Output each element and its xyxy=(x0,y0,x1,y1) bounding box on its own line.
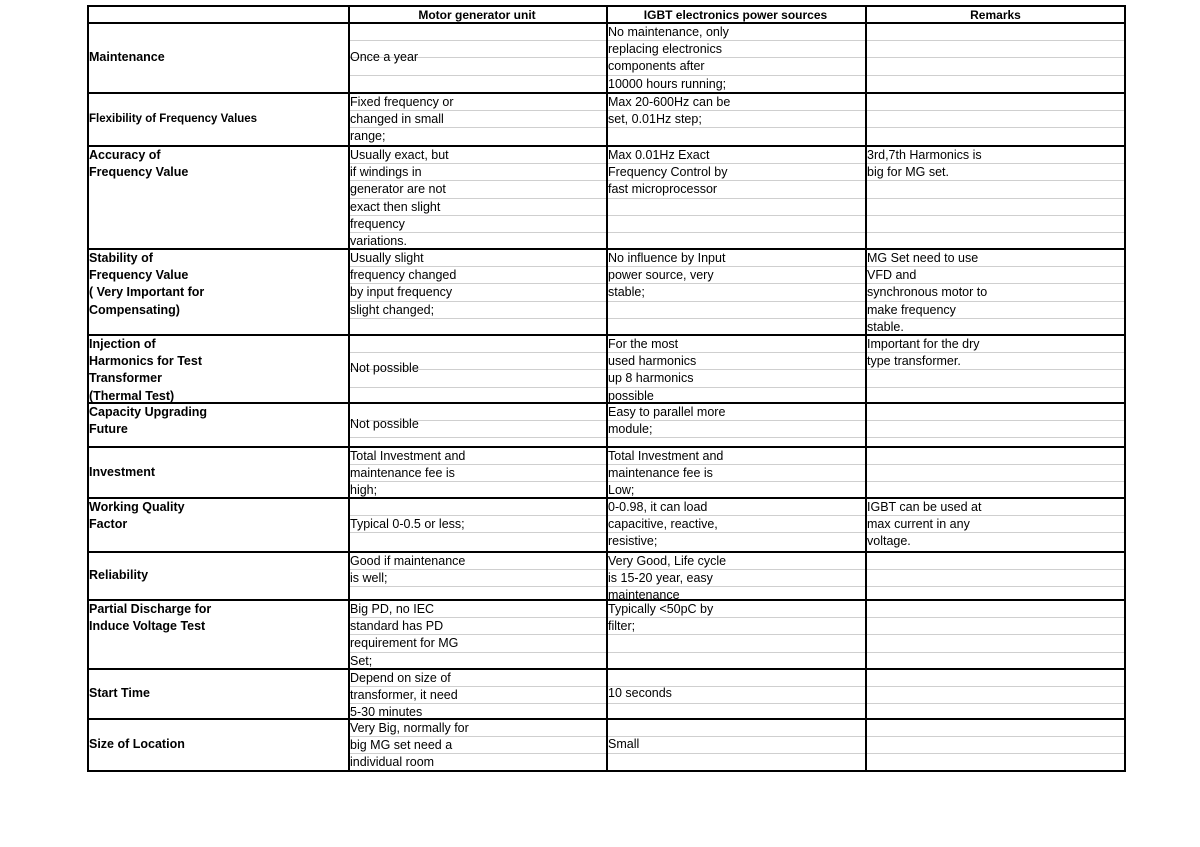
igbt-cell-line: maintenance xyxy=(608,588,680,603)
motor-generator-cell-line: changed in small xyxy=(350,112,444,127)
row-label xyxy=(89,49,346,66)
row-label-line: Capacity Upgrading xyxy=(89,405,208,419)
motor-generator-cell-line: maintenance fee is xyxy=(350,466,455,481)
column-border xyxy=(1124,6,1126,771)
row-label-line: Accuracy of xyxy=(89,148,161,162)
motor-generator-cell-line: range; xyxy=(350,129,386,144)
motor-generator-cell-line: if windings in xyxy=(350,165,422,180)
igbt-cell-line: 0-0.98, it can load xyxy=(608,500,708,514)
motor-generator-cell-line: frequency changed xyxy=(350,268,457,283)
igbt-cell-line: Frequency Control by xyxy=(608,165,728,180)
igbt-cell xyxy=(608,404,863,438)
motor-generator-cell xyxy=(350,720,604,772)
column-header xyxy=(606,7,865,24)
igbt-cell xyxy=(608,601,863,635)
igbt-cell-line: Typically <50pC by xyxy=(608,602,714,616)
motor-generator-cell-line: by input frequency xyxy=(350,285,453,300)
igbt-cell xyxy=(608,685,863,702)
motor-generator-cell xyxy=(350,553,604,587)
motor-generator-cell-line: generator are not xyxy=(350,182,446,197)
igbt-cell-line: power source, very xyxy=(608,268,714,283)
motor-generator-cell-line: exact then slight xyxy=(350,199,441,214)
row-label-line: Future xyxy=(89,422,128,437)
igbt-cell-line: replacing electronics xyxy=(608,42,722,57)
row-label-line: Factor xyxy=(89,517,128,532)
igbt-cell-line: maintenance fee is xyxy=(608,466,713,481)
remarks-cell-line: VFD and xyxy=(867,268,917,283)
motor-generator-cell-line: 5-30 minutes xyxy=(350,705,423,720)
row-label xyxy=(89,404,346,438)
remarks-cell-line: voltage. xyxy=(867,534,911,549)
column-border xyxy=(865,6,867,771)
row-label-line: Maintenance xyxy=(89,50,165,64)
row-label xyxy=(89,499,346,533)
remarks-cell-line: max current in any xyxy=(867,517,970,532)
igbt-cell-line: 10000 hours running; xyxy=(608,76,727,91)
row-label-line: Harmonics for Test xyxy=(89,354,202,369)
row-label-line: Working Quality xyxy=(89,500,185,514)
igbt-cell-line: stable; xyxy=(608,285,645,300)
motor-generator-cell xyxy=(350,416,604,433)
motor-generator-cell-line: variations. xyxy=(350,234,407,249)
motor-generator-cell-line: is well; xyxy=(350,571,388,586)
motor-generator-cell xyxy=(350,250,604,319)
igbt-cell xyxy=(608,250,863,302)
igbt-cell-line: components after xyxy=(608,59,705,74)
row-label-line: ( Very Important for xyxy=(89,285,205,300)
motor-generator-cell xyxy=(350,147,604,250)
remarks-cell-line: IGBT can be used at xyxy=(867,500,982,514)
row-label-line: Frequency Value xyxy=(89,165,189,180)
motor-generator-cell xyxy=(350,670,604,722)
igbt-cell-line: Very Good, Life cycle xyxy=(608,554,727,568)
igbt-cell xyxy=(608,24,863,93)
igbt-cell xyxy=(608,736,863,753)
motor-generator-cell-line: standard has PD xyxy=(350,619,444,634)
row-label xyxy=(89,336,346,405)
motor-generator-cell xyxy=(350,448,604,500)
igbt-cell xyxy=(608,448,863,500)
igbt-cell-line: resistive; xyxy=(608,534,658,549)
motor-generator-cell xyxy=(350,49,604,66)
row-label-line: Stability of xyxy=(89,251,153,265)
motor-generator-cell-line: Set; xyxy=(350,653,373,668)
row-label xyxy=(89,147,346,181)
remarks-cell-line: Important for the dry xyxy=(867,337,980,351)
motor-generator-cell xyxy=(350,601,604,670)
row-label-line: Start Time xyxy=(89,686,150,700)
motor-generator-cell-line: requirement for MG xyxy=(350,636,459,651)
column-header-label: Remarks xyxy=(970,8,1021,22)
motor-generator-cell-line: slight changed; xyxy=(350,302,435,317)
igbt-cell-line: used harmonics xyxy=(608,354,697,369)
row-label xyxy=(89,567,346,584)
motor-generator-cell-line: Once a year xyxy=(350,50,419,64)
remarks-cell xyxy=(867,336,1124,370)
row-label-line: Flexibility of Frequency Values xyxy=(89,113,258,125)
motor-generator-cell-line: Typical 0-0.5 or less; xyxy=(350,517,465,531)
row-label xyxy=(89,464,346,481)
column-header xyxy=(865,7,1126,24)
igbt-cell-line: Small xyxy=(608,737,640,751)
motor-generator-cell-line: high; xyxy=(350,483,378,498)
remarks-cell-line: make frequency xyxy=(867,302,956,317)
motor-generator-cell-line: Not possible xyxy=(350,361,419,375)
igbt-cell-line: No maintenance, only xyxy=(608,25,729,39)
igbt-cell xyxy=(608,336,863,405)
igbt-cell-line: is 15-20 year, easy xyxy=(608,571,713,586)
motor-generator-cell xyxy=(350,94,604,146)
row-label-line: Compensating) xyxy=(89,302,180,317)
igbt-cell-line: No influence by Input xyxy=(608,251,726,265)
igbt-cell-line: 10 seconds xyxy=(608,686,672,700)
row-label-line: Frequency Value xyxy=(89,268,189,283)
igbt-cell-line: fast microprocessor xyxy=(608,182,718,197)
motor-generator-cell-line: Usually exact, but xyxy=(350,148,449,162)
remarks-cell xyxy=(867,499,1124,551)
comparison-table xyxy=(87,6,1126,771)
row-label-line: (Thermal Test) xyxy=(89,388,175,403)
row-label-line: Injection of xyxy=(89,337,156,351)
remarks-cell xyxy=(867,147,1124,181)
igbt-cell-line: possible xyxy=(608,388,654,403)
remarks-cell-line: big for MG set. xyxy=(867,165,949,180)
igbt-cell xyxy=(608,553,863,605)
column-header-label: IGBT electronics power sources xyxy=(643,8,828,22)
row-label xyxy=(89,685,346,702)
remarks-cell-line: MG Set need to use xyxy=(867,251,979,265)
igbt-cell xyxy=(608,94,863,128)
remarks-cell-line: stable. xyxy=(867,319,904,334)
remarks-cell xyxy=(867,250,1124,336)
igbt-cell-line: Easy to parallel more xyxy=(608,405,726,419)
remarks-cell-line: 3rd,7th Harmonics is xyxy=(867,148,982,162)
row-label xyxy=(89,736,346,753)
igbt-cell-line: set, 0.01Hz step; xyxy=(608,112,702,127)
motor-generator-cell-line: Not possible xyxy=(350,417,419,431)
igbt-cell-line: Max 0.01Hz Exact xyxy=(608,148,710,162)
motor-generator-cell-line: Fixed frequency or xyxy=(350,95,454,109)
motor-generator-cell xyxy=(350,516,604,533)
column-header xyxy=(348,7,606,24)
motor-generator-cell-line: frequency xyxy=(350,216,405,231)
igbt-cell-line: Low; xyxy=(608,483,635,498)
row-label-line: Induce Voltage Test xyxy=(89,619,206,634)
motor-generator-cell-line: Good if maintenance xyxy=(350,554,466,568)
row-label xyxy=(89,601,346,635)
motor-generator-cell-line: Big PD, no IEC xyxy=(350,602,435,616)
igbt-cell xyxy=(608,147,863,199)
row-label-line: Transformer xyxy=(89,371,162,386)
motor-generator-cell-line: transformer, it need xyxy=(350,688,458,703)
igbt-cell-line: filter; xyxy=(608,619,636,634)
remarks-cell-line: type transformer. xyxy=(867,354,961,369)
motor-generator-cell-line: individual room xyxy=(350,755,435,770)
igbt-cell-line: Max 20-600Hz can be xyxy=(608,95,731,109)
row-label-line: Size of Location xyxy=(89,737,185,751)
motor-generator-cell-line: big MG set need a xyxy=(350,738,453,753)
row-label-line: Reliability xyxy=(89,568,149,582)
remarks-cell-line: synchronous motor to xyxy=(867,285,988,300)
row-label-line: Partial Discharge for xyxy=(89,602,212,616)
igbt-cell-line: module; xyxy=(608,422,653,437)
igbt-cell-line: capacitive, reactive, xyxy=(608,517,718,532)
row-label xyxy=(89,250,346,319)
igbt-cell-line: Total Investment and xyxy=(608,449,724,463)
igbt-cell-line: For the most xyxy=(608,337,679,351)
igbt-cell xyxy=(608,499,863,551)
motor-generator-cell xyxy=(350,360,604,377)
column-header-label: Motor generator unit xyxy=(418,8,536,22)
motor-generator-cell-line: Depend on size of xyxy=(350,671,451,685)
motor-generator-cell-line: Total Investment and xyxy=(350,449,466,463)
row-label-line: Investment xyxy=(89,465,155,479)
row-label xyxy=(89,111,346,128)
motor-generator-cell-line: Very Big, normally for xyxy=(350,721,469,735)
igbt-cell-line: up 8 harmonics xyxy=(608,371,694,386)
motor-generator-cell-line: Usually slight xyxy=(350,251,424,265)
